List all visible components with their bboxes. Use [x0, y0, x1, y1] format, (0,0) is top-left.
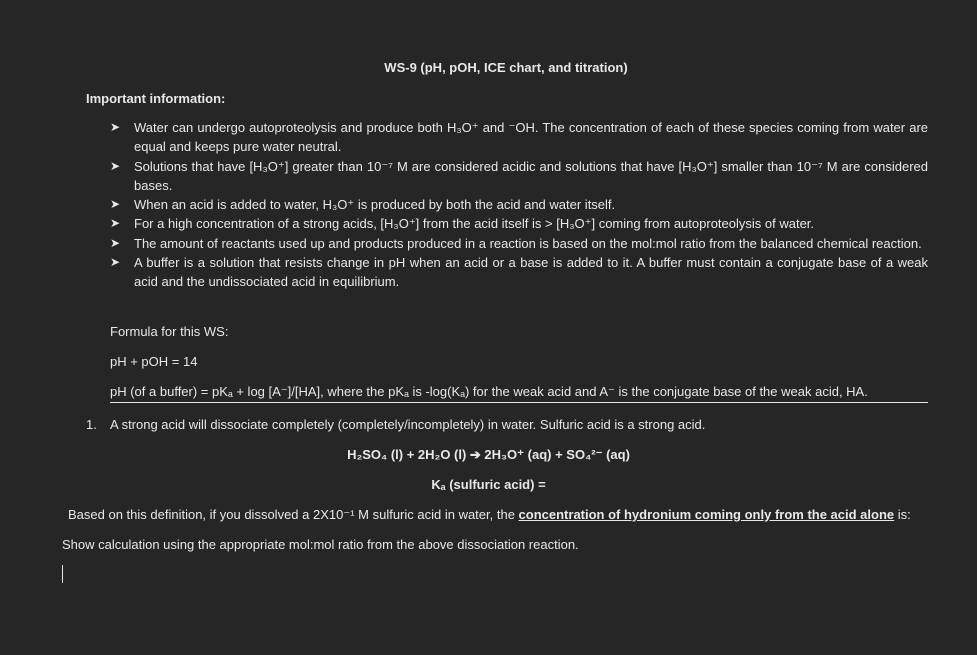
- formula-buffer: pH (of a buffer) = pKₐ + log [A⁻]/[HA], where the pKₐ is -log(Kₐ) for the weak acid and A⁻ is the conjugate base of the weak acid, HA.: [110, 384, 868, 399]
- list-item: ➤ Water can undergo autoproteolysis and produce both H₃O⁺ and ⁻OH. The concentration of each of these species coming from water are equal and keeps pure water neutral.: [110, 120, 928, 155]
- arrow-bullet-icon: ➤: [110, 158, 121, 173]
- calculation-instruction: Show calculation using the appropriate mol:mol ratio from the above dissociation reaction.: [62, 537, 579, 552]
- important-heading: Important information:: [86, 91, 226, 106]
- arrow-bullet-icon: ➤: [110, 255, 121, 270]
- arrow-bullet-icon: ➤: [110, 197, 121, 212]
- page-title: WS-9 (pH, pOH, ICE chart, and titration): [384, 60, 628, 75]
- underlined-phrase: concentration of hydronium coming only from the acid alone: [518, 507, 895, 522]
- divider: [110, 402, 928, 403]
- list-item: ➤ When an acid is added to water, H₃O⁺ is produced by both the acid and water itself.: [110, 195, 928, 214]
- question-text: A strong acid will dissociate completely (completely/incompletely) in water. Sulfuric acid is a strong acid.: [110, 417, 706, 432]
- list-item: ➤ The amount of reactants used up and products produced in a reaction is based on the mol:mol ratio from the balanced chemical reaction.: [110, 234, 928, 253]
- list-item: ➤ Solutions that have [H₃O⁺] greater than 10⁻⁷ M are considered acidic and solutions that have [H₃O⁺] smaller than 10⁻⁷ M are considered bases.: [110, 158, 928, 193]
- arrow-bullet-icon: ➤: [110, 235, 121, 250]
- arrow-bullet-icon: ➤: [110, 120, 121, 134]
- question-prompt: Based on this definition, if you dissolved a 2X10⁻¹ M sulfuric acid in water, the concentration of hydronium coming only from the acid alone is:: [68, 507, 911, 522]
- text-cursor[interactable]: [62, 565, 63, 583]
- list-item: ➤ For a high concentration of a strong acids, [H₃O⁺] from the acid itself is > [H₃O⁺] coming from autoproteolysis of water.: [110, 214, 928, 233]
- info-list: [110, 118, 928, 292]
- arrow-bullet-icon: ➤: [110, 216, 121, 231]
- ka-label: Kₐ (sulfuric acid) =: [431, 477, 546, 492]
- formula-heading: Formula for this WS:: [110, 324, 229, 339]
- question-number: 1.: [86, 417, 97, 432]
- list-item: ➤ A buffer is a solution that resists change in pH when an acid or a base is added to it. A buffer must contain a conjugate base of a weak acid and the undissociated acid in equilibrium.: [110, 255, 928, 290]
- formula-ph-poh: pH + pOH = 14: [110, 354, 198, 369]
- dissociation-equation: H₂SO₄ (l) + 2H₂O (l) ➔ 2H₃O⁺ (aq) + SO₄²⁻ (aq): [347, 447, 630, 462]
